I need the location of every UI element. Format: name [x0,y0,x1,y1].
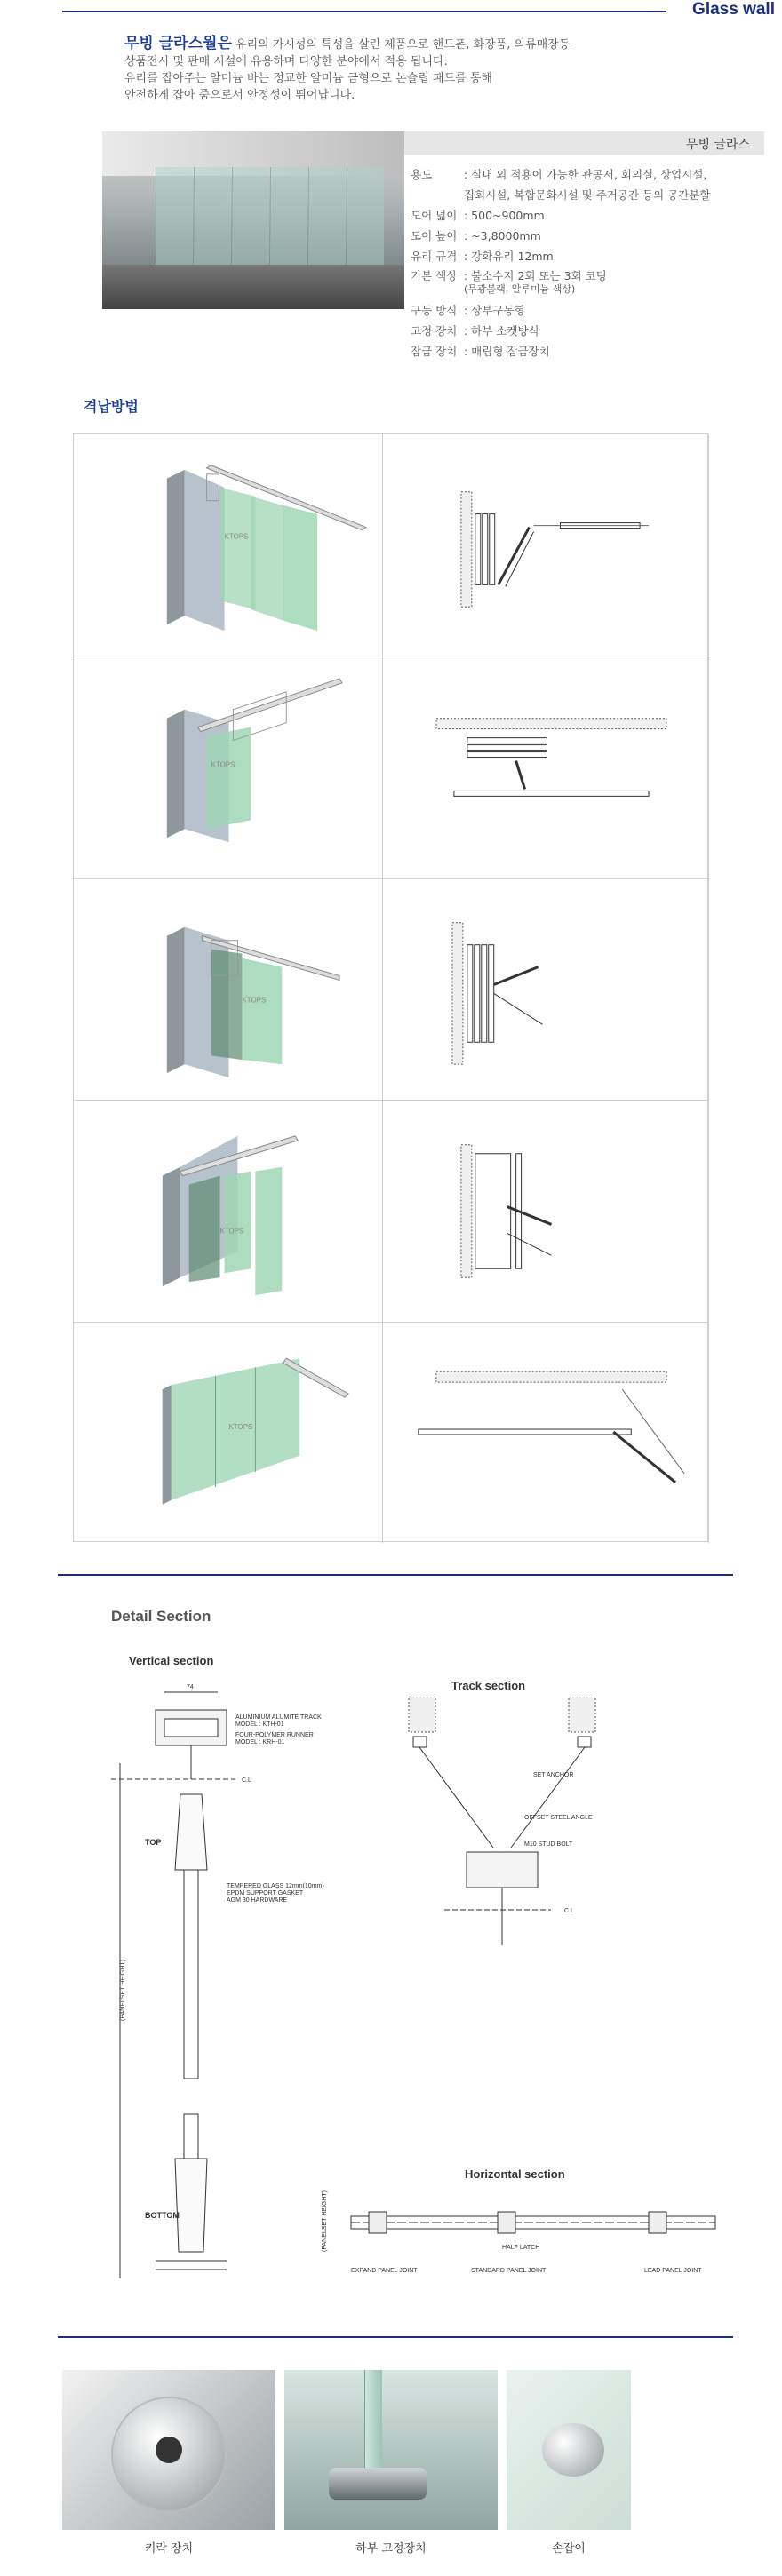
intro-line-2: 상품전시 및 판매 시설에 유용하며 다양한 분야에서 적용 됩니다. [124,55,448,68]
spec-row: 용도 : 실내 외 적용이 가능한 관공서, 회의실, 상업시설, [411,168,707,181]
watermark: KTOPS [224,532,249,541]
storage-3d-1 [74,434,383,656]
svg-text:TEMPERED GLASS 12mm(10mm): TEMPERED GLASS 12mm(10mm) [227,1883,324,1889]
svg-text:TOP: TOP [145,1838,162,1847]
spec-row: 도어 높이 : ~3,8000mm [411,229,541,242]
top-header-bar [62,0,782,20]
section-divider [58,2336,733,2338]
hardware-caption: 키락 장치 [144,2542,194,2556]
vertical-section-title: Vertical section [129,1654,214,1667]
spec-color-note: (무광블랙, 알루미늄 색상) [464,283,576,295]
track-section-drawing [391,1697,613,1954]
storage-3d-2 [74,656,383,879]
page-title: Glass wall [692,0,775,19]
key-lock-photo [62,2370,275,2530]
svg-text:EXPAND PANEL JOINT: EXPAND PANEL JOINT [351,2268,418,2274]
hardware-caption: 하부 고정장치 [355,2542,427,2556]
spec-row: 구동 방식 : 상부구동형 [411,304,525,317]
svg-text:SET ANCHOR: SET ANCHOR [533,1772,574,1778]
svg-text:LEAD PANEL JOINT: LEAD PANEL JOINT [644,2268,702,2274]
svg-text:C.L: C.L [564,1908,574,1914]
spec-row: 고정 장치 : 하부 소켓방식 [411,324,539,338]
spec-row: 잠금 장치 : 매립형 잠금장치 [411,345,550,358]
detail-section-title: Detail Section [111,1608,211,1625]
watermark: KTOPS [228,1423,253,1432]
hardware-caption: 손잡이 [552,2542,586,2556]
svg-text:ALUMINIUM ALUMITE TRACK: ALUMINIUM ALUMITE TRACK [235,1714,322,1721]
svg-text:FOUR-POLYMER RUNNER: FOUR-POLYMER RUNNER [235,1732,314,1738]
spec-row: 유리 규격 : 강화유리 12mm [411,250,554,263]
handle-photo [507,2370,631,2530]
horizontal-section-title: Horizontal section [465,2167,565,2181]
svg-text:M10 STUD BOLT: M10 STUD BOLT [524,1841,573,1848]
spec-row: 집회시설, 복합문화시설 및 주거공간 등의 공간분할 [464,188,711,202]
intro-paragraph [124,36,658,104]
intro-line-1: 유리의 가시성의 특성을 살린 제품으로 핸드폰, 화장품, 의류매장등 [231,38,571,52]
svg-text:74: 74 [187,1684,194,1690]
svg-text:MODEL : KRH-01: MODEL : KRH-01 [235,1739,285,1745]
svg-text:HALF LATCH: HALF LATCH [502,2245,540,2251]
bottom-fixture-photo [284,2370,498,2530]
spec-heading: 무빙 글라스 [685,138,750,152]
storage-3d-4 [74,1101,383,1323]
intro-line-3: 유리를 잡아주는 알미늄 바는 정교한 알미늄 금형으로 논슬립 패드를 통해 [124,72,492,85]
svg-text:(PANELSET HEIGHT): (PANELSET HEIGHT) [322,2190,328,2252]
storage-plan-2 [383,656,709,879]
svg-text:BOTTOM: BOTTOM [145,2211,180,2220]
spec-row: 도어 넓이 : 500~900mm [411,209,545,222]
watermark: KTOPS [219,1227,244,1236]
svg-text:C.L: C.L [242,1777,251,1784]
storage-3d-3 [74,879,383,1101]
storage-title: 격납방법 [84,398,139,415]
product-photo [102,131,404,309]
storage-plan-4 [383,1101,709,1323]
header-rule [62,11,666,12]
storage-plan-3 [383,879,709,1101]
section-divider [58,1574,733,1576]
storage-plan-5 [383,1323,709,1543]
watermark: KTOPS [242,996,267,1005]
svg-text:EPDM SUPPORT GASKET: EPDM SUPPORT GASKET [227,1890,304,1896]
svg-text:STANDARD PANEL JOINT: STANDARD PANEL JOINT [471,2268,547,2274]
storage-3d-5 [74,1323,383,1543]
spec-heading-bar [404,131,764,155]
spec-row: 기본 색상 : 불소수지 2회 또는 3회 코팅 (무광블랙, 알루미늄 색상) [411,269,607,295]
spec-list [411,164,775,362]
svg-text:AGM 30 HARDWARE: AGM 30 HARDWARE [227,1897,288,1904]
storage-grid [73,433,708,1542]
horizontal-section-drawing [315,2185,729,2283]
intro-lead: 무빙 글라스월은 [124,35,232,52]
watermark: KTOPS [211,760,235,769]
svg-text:MODEL : KTH-01: MODEL : KTH-01 [235,1721,284,1728]
svg-text:OFFSET STEEL ANGLE: OFFSET STEEL ANGLE [524,1815,593,1821]
svg-text:(PANELSET HEIGHT): (PANELSET HEIGHT) [120,1960,126,2021]
track-section-title: Track section [451,1679,526,1692]
intro-line-4: 안전하게 잡아 줌으로서 안정성이 뛰어납니다. [124,89,355,102]
storage-plan-1 [383,434,709,656]
